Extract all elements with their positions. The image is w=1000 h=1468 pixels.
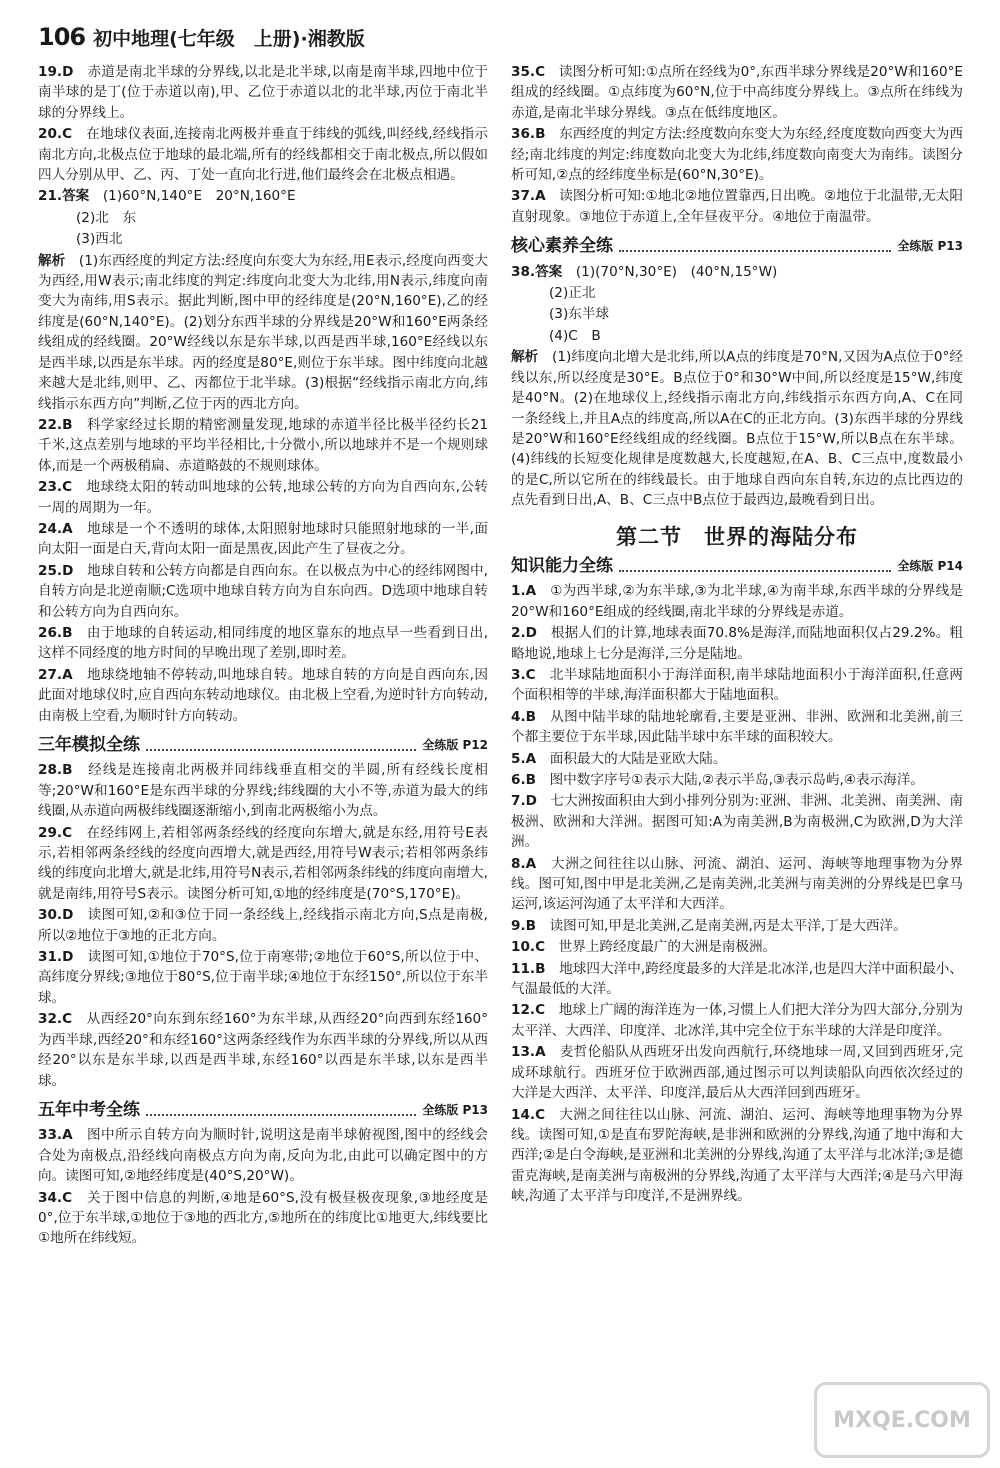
answer-number: 4.B xyxy=(511,708,536,725)
answer-line: (3)西北 xyxy=(76,231,123,248)
answer-item xyxy=(511,707,963,748)
answer-number: 37.A xyxy=(511,188,546,205)
section-header: 知识能力全练 全练版 P14 xyxy=(511,555,963,576)
answer-text: 由于地球的自转运动,相同纬度的地区靠东的地点早一些看到日出,这样不同经度的地方时间的早晚出现了差别,即时差。 xyxy=(38,624,489,662)
answer-number: 31.D xyxy=(38,949,74,966)
answer-item xyxy=(38,415,488,476)
answer-item xyxy=(511,581,963,622)
answer-number: 22.B xyxy=(38,416,73,433)
answer-item xyxy=(511,749,963,769)
explanation-38: 解析 (1)纬度向北增大是北纬,所以A点的纬度是70°N,又因为A点位于0°经线以东,所以经度是30°E。B点位于0°和30°W中间,所以经度是15°W,纬度是40°N。(2)在地球仪上,经线指示南北方向,纬线指示东西方向,A、C在同一条经线上,并且A点的纬度高,所以A在C的正北方向。(3)东西半球的分界线是20°W和160°E经线组成的经线圈。B点位于15°W,所以B点在东半球。(4)纬线的长短变化规律是度数越大,长度越短,在A、B、C三点中,度数最小的是C,所以它所在的纬线最长。由于地球自西向东自转,东边的点比西边的点先看到日出,A、B、C三点中B点位于最西边,最晚看到日出。 xyxy=(511,349,963,509)
answer-number: 34.C xyxy=(38,1189,73,1206)
answer-text: 读图可知,①地位于70°S,位于南寒带;②地位于60°S,所以位于中、高纬度分界线;③地位于80°S,位于南半球;④地位于东经150°,所以位于东半球。 xyxy=(38,949,488,1006)
answer-item xyxy=(38,1009,488,1091)
answer-text: 地球四大洋中,跨经度最多的大洋是北冰洋,也是四大洋中面积最小、气温最低的大洋。 xyxy=(511,960,964,998)
section-header: 三年模拟全练 全练版 P12 xyxy=(38,735,488,755)
answer-text: 麦哲伦船队从西班牙出发向西航行,环绕地球一周,又回到西班牙,完成环球航行。西班牙位于欧洲西部,通过图示可以判读船队向西依次经过的大洋是大西洋、太平洋、印度洋,最后从大西洋回到西班牙。 xyxy=(511,1044,963,1102)
watermark-logo: MXQE.COM xyxy=(814,1382,990,1458)
right-column xyxy=(511,62,963,1208)
answer-text: 地球绕地轴不停转动,叫地球自转。地球自转的方向是自西向东,因此面对地球仪时,应自西向东转动地球仪。由北极上空看,为逆时针方向转动,由南极上空看,为顺时针方向转动。 xyxy=(38,666,489,724)
answer-number: 33.A xyxy=(38,1127,73,1144)
answer-item xyxy=(511,623,963,664)
answer-line: (4)C B xyxy=(549,327,601,344)
answer-number: 19.D xyxy=(38,64,74,80)
answer-item xyxy=(38,760,488,821)
answer-item xyxy=(511,62,963,123)
answer-number: 14.C xyxy=(511,1106,546,1123)
answer-number: 11.B xyxy=(511,960,546,977)
answer-text: ①为西半球,②为东半球,③为北半球,④为南半球,东西半球的分界线是20°W和160°E组成的经线圈,南北半球的分界线是赤道。 xyxy=(511,583,964,620)
answer-number: 23.C xyxy=(38,479,73,496)
answer-text: 关于图中信息的判断,④地是60°S,没有极昼极夜现象,③地经度是0°,位于东半球,①地位于③地的西北方,⑤地所在的纬度比①地更大,纬线要比①地所在纬线短。 xyxy=(38,1189,489,1247)
answer-item xyxy=(511,959,963,1000)
answer-text: 赤道是南北半球的分界线,以北是北半球,以南是南半球,四地中位于南半球的是丁(位于赤道以南),甲、乙位于赤道以北的北半球,丙位于南北半球的分界线上。 xyxy=(38,64,488,121)
question-38: 38.答案 (1)(70°N,30°E) (40°N,15°W) xyxy=(511,263,778,280)
answer-text: 地球自转和公转方向都是自西向东。在以极点为中心的经纬网图中,自转方向是北逆南顺;C选项中地球自转方向为自东向西。D选项中地球自转和公转方向为自西向东。 xyxy=(38,562,489,620)
answer-number: 7.D xyxy=(511,793,537,810)
answer-number: 1.A xyxy=(511,583,537,600)
answer-item xyxy=(38,62,488,123)
answer-item xyxy=(38,665,488,726)
answer-number: 29.C xyxy=(38,824,73,841)
answer-text: 读图分析可知:①点所在经线为0°,东西半球分界线是20°W和160°E组成的经线圈。①点纬度为60°N,位于中高纬度分界线上。③点所在纬线为赤道,是南北半球分界线。③点在低纬度地区。 xyxy=(511,64,964,121)
answer-item xyxy=(38,1125,488,1186)
answer-text: 科学家经过长期的精密测量发现,地球的赤道半径比极半径约长21千米,这点差别与地球的平均半径相比,十分微小,所以地球并不是一个规则球体,而是一个两极稍扁、赤道略鼓的不规则球体。 xyxy=(38,416,488,474)
answer-text: 图中数字序号①表示大陆,②表示半岛,③表示岛屿,④表示海洋。 xyxy=(549,772,924,788)
book-title: 初中地理(七年级 上册)·湘教版 xyxy=(93,27,365,50)
answer-text: 大洲之间往往以山脉、河流、湖泊、运河、海峡等地理事物为分界线。读图可知,①是直布罗陀海峡,是非洲和欧洲的分界线,沟通了地中海和大西洋;②是白令海峡,是亚洲和北美洲的分界线,沟通了太平洋与北冰洋;③是德雷克海峡,是南美洲与南极洲的分界线,沟通了太平洋与大西洋;④是马六甲海峡,沟通了太平洋与印度洋,不是洲界线。 xyxy=(511,1106,964,1205)
question-21: 21.答案 (1)60°N,140°E 20°N,160°E xyxy=(38,188,296,205)
answer-item xyxy=(511,124,963,185)
answer-number: 10.C xyxy=(511,939,546,956)
answer-text: 七大洲按面积由大到小排列分别为:亚洲、非洲、北美洲、南美洲、南极洲、欧洲和大洋洲。据图可知:A为南美洲,B为南极洲,C为欧洲,D为大洋洲。 xyxy=(511,793,964,851)
answer-item xyxy=(511,1042,963,1103)
answer-item xyxy=(511,791,963,852)
answer-text: 读图可知,②和③位于同一条经线上,经线指示南北方向,S点是南极,所以②地位于③地的正北方向。 xyxy=(38,907,488,944)
explanation-21: 解析 (1)东西经度的判定方法:经度向东变大为东经,用E表示,经度向西变大为西经,用W表示;南北纬度的判定:纬度向北变大为北纬,用N表示,纬度向南变大为南纬,用S表示。据此判断,图中甲的经纬度是(20°N,160°E),乙的经纬度是(60°N,140°E)。(2)划分东西半球的分界线是20°W和160°E两条经线组成的经线圈。20°W经线以东是东半球,以西是西半球,160°E经线以东是西半球,以西是东半球。丙的经度是80°E,则位于东半球。图中纬度向北越来越大是北纬,则甲、乙、丙都位于北半球。(3)根据“经线指示南北方向,纬线指示东西方向”判断,乙位于丙的西北方向。 xyxy=(38,252,489,412)
answer-text: 从图中陆半球的陆地轮廓看,主要是亚洲、非洲、欧洲和北美洲,前三个都主要位于东半球,因此陆半球中东半球的面积较大。 xyxy=(511,708,964,746)
answer-number: 6.B xyxy=(511,772,536,788)
page-number: 106 xyxy=(38,23,86,51)
answer-text: 地球上广阔的海洋连为一体,习惯上人们把大洋分为四大部分,分别为太平洋、大西洋、印度洋、北冰洋,其中完全位于东半球的大洋是印度洋。 xyxy=(511,1002,964,1039)
answer-text: 地球是一个不透明的球体,太阳照射地球时只能照射地球的一半,面向太阳一面是白天,背向太阳一面是黑夜,因此产生了昼夜之分。 xyxy=(38,520,489,558)
answer-text: 图中所示自转方向为顺时针,说明这是南半球俯视图,图中的经线会合处为南极点,沿经线向南极点方向为南,反向为北,由此可以确定图中的方向。读图可知,②地经纬度是(40°S,20°W)。 xyxy=(38,1127,489,1185)
answer-number: 27.A xyxy=(38,666,73,683)
answer-text: 经线是连接南北两极并同纬线垂直相交的半圆,所有经线长度相等;20°W和160°E是东西半球的分界线;纬线圈的大小不等,赤道为最大的纬线圈,从赤道向两极纬线圈逐渐缩小,到南北两极缩小为点。 xyxy=(38,762,489,820)
answer-text: 读图可知,甲是北美洲,乙是南美洲,丙是太平洋,丁是大西洋。 xyxy=(549,917,907,934)
answer-item xyxy=(38,519,488,560)
answer-line: (2)正北 xyxy=(549,285,596,302)
answer-number: 30.D xyxy=(38,907,74,924)
answer-item xyxy=(511,1000,963,1041)
answer-item xyxy=(38,623,488,664)
answer-text: 世界上跨经度最广的大洲是南极洲。 xyxy=(558,939,777,956)
answer-number: 13.A xyxy=(511,1044,546,1061)
answer-item xyxy=(38,823,488,905)
answer-item xyxy=(511,665,963,706)
answer-number: 26.B xyxy=(38,624,73,641)
answer-number: 20.C xyxy=(38,126,73,143)
answer-item xyxy=(511,1105,963,1207)
answer-number: 9.B xyxy=(511,917,536,934)
answer-number: 24.A xyxy=(38,520,73,537)
answer-item xyxy=(38,905,488,946)
answer-text: 北半球陆地面积小于海洋面积,南半球陆地面积小于海洋面积,任意两个面积相等的半球,海洋面积都大于陆地面积。 xyxy=(511,666,964,704)
answer-text: 东西经度的判定方法:经度数向东变大为东经,经度度数向西变大为西经;南北纬度的判定:纬度数向北变大为北纬,纬度数向南变大为南纬。读图分析可知,②点的经纬度坐标是(60°N,30°E)。 xyxy=(511,126,964,184)
answer-number: 12.C xyxy=(511,1002,546,1019)
answer-number: 36.B xyxy=(511,126,546,143)
answer-item xyxy=(511,854,963,915)
answer-number: 3.C xyxy=(511,666,536,683)
answer-number: 32.C xyxy=(38,1011,73,1028)
answer-number: 5.A xyxy=(511,750,537,767)
answer-item xyxy=(511,770,963,790)
answer-line: (2)北 东 xyxy=(76,209,137,226)
answer-item xyxy=(38,947,488,1008)
answer-text: 地球绕太阳的转动叫地球的公转,地球公转的方向为自西向东,公转一周的周期为一年。 xyxy=(38,479,488,516)
answer-item xyxy=(38,477,488,518)
section-header: 核心素养全练 全练版 P13 xyxy=(511,236,963,257)
answer-item xyxy=(38,124,488,185)
answer-item xyxy=(511,937,963,957)
page-header xyxy=(38,20,365,54)
left-column xyxy=(38,62,488,1250)
answer-line: (3)东半球 xyxy=(549,306,610,323)
answer-text: 根据人们的计算,地球表面70.8%是海洋,而陆地面积仅占29.2%。粗略地说,地球上七分是海洋,三分是陆地。 xyxy=(511,625,963,662)
answer-number: 8.A xyxy=(511,855,537,872)
answer-text: 读图分析可知:①地北②地位置靠西,日出晚。②地位于北温带,无太阳直射现象。③地位于赤道上,全年昼夜平分。④地位于南温带。 xyxy=(511,188,964,225)
answer-number: 35.C xyxy=(511,64,546,80)
answer-number: 2.D xyxy=(511,625,537,642)
answer-text: 大洲之间往往以山脉、河流、湖泊、运河、海峡等地理事物为分界线。图可知,图中甲是北美洲,乙是南美洲,北美洲与南美洲的分界线是巴拿马运河,该运河沟通了太平洋和大西洋。 xyxy=(511,855,964,913)
section-header: 五年中考全练 全练版 P13 xyxy=(38,1099,488,1120)
answer-item xyxy=(511,186,963,227)
chapter-title: 第二节 世界的海陆分布 xyxy=(616,524,858,549)
answer-number: 25.D xyxy=(38,562,74,579)
answer-text: 面积最大的大陆是亚欧大陆。 xyxy=(549,750,727,767)
answer-item xyxy=(38,561,488,622)
answer-text: 从西经20°向东到东经160°为东半球,从西经20°向西到东经160°为西半球,西经20°和东经160°这两条经线作为东西半球的分界线,所以从西经20°以东是东半球,以西是西半球,东经160°以西是东半球,以东是西半球。 xyxy=(38,1011,489,1089)
answer-text: 在经纬网上,若相邻两条经线的经度向东增大,就是东经,用符号E表示,若相邻两条经线的经度向西增大,就是西经,用符号W表示;若相邻两条纬线的纬度向北增大,就是北纬,用符号N表示,若相邻两条纬线的纬度向南增大,就是南纬,用符号S表示。读图分析可知,①地的经纬度是(70°S,170°E)。 xyxy=(38,824,488,902)
answer-number: 28.B xyxy=(38,762,73,779)
answer-item xyxy=(511,916,963,936)
answer-text: 在地球仪表面,连接南北两极并垂直于纬线的弧线,叫经线,经线指示南北方向,北极点位于地球的最北端,所有的经线都相交于南北极点,所以假如四人分别从甲、乙、丙、丁处一直向北行进,他们最终会在北极点相遇。 xyxy=(38,126,488,184)
answer-item xyxy=(38,1188,488,1249)
